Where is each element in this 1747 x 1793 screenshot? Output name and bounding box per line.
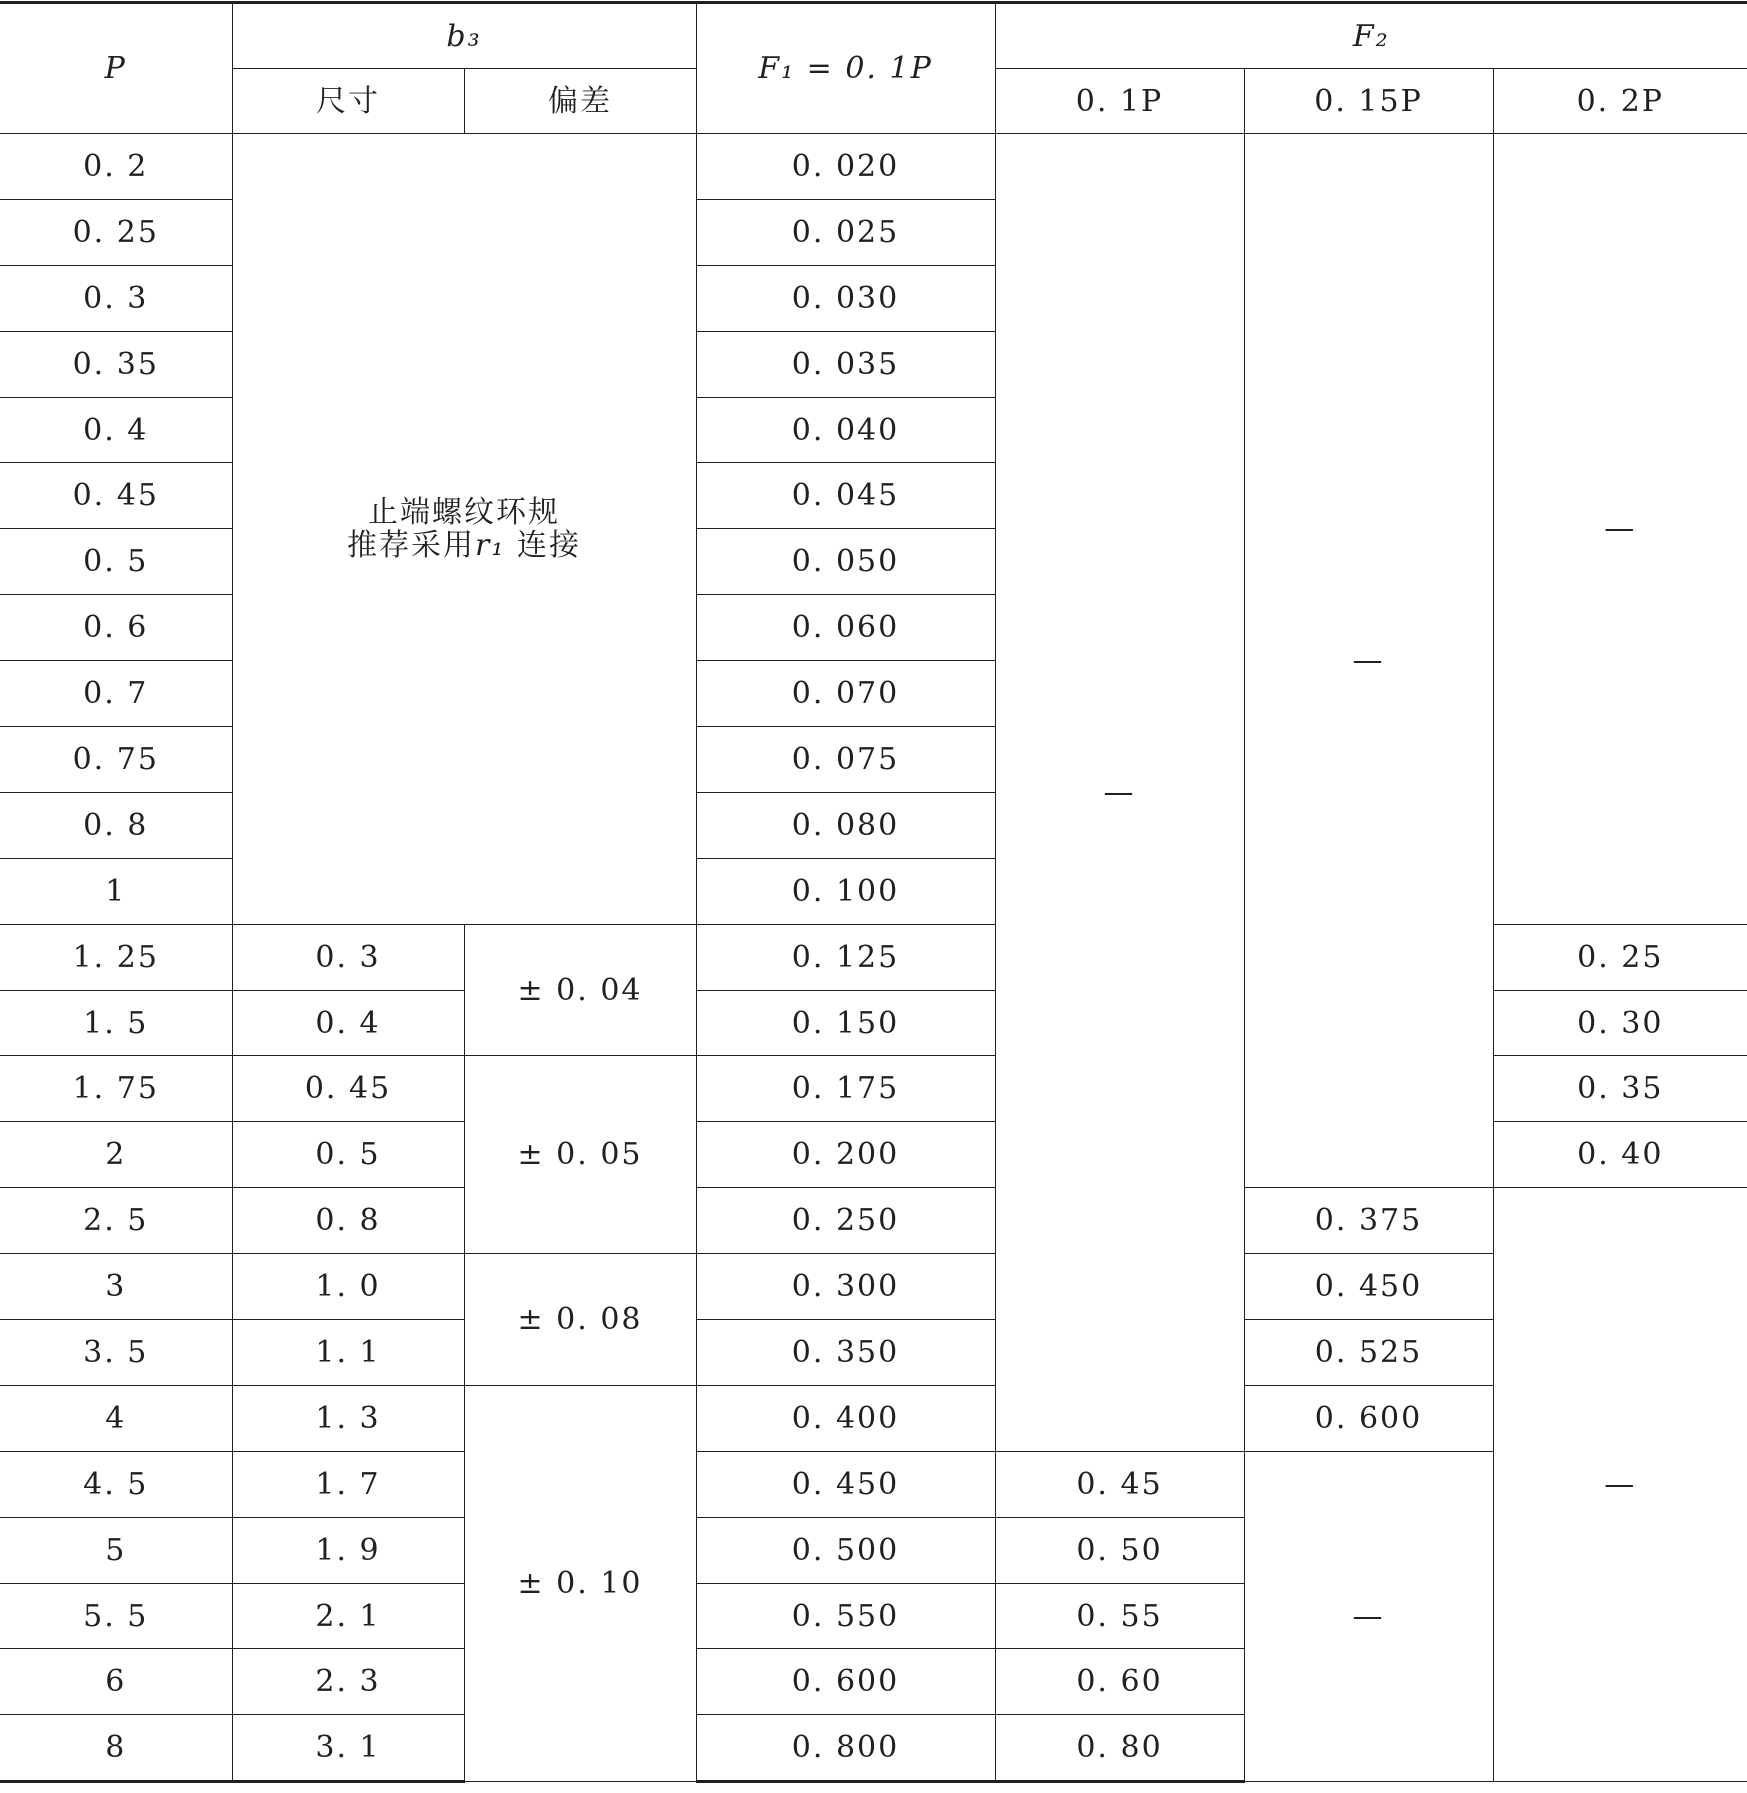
f2-015p-dash: — <box>1244 134 1493 1188</box>
b3-size-cell: 3. 1 <box>232 1715 464 1782</box>
b3-note-cell <box>232 134 696 925</box>
f1-cell: 0. 175 <box>696 1056 995 1122</box>
f2-01p-cell: 0. 80 <box>995 1715 1244 1782</box>
p-cell: 4. 5 <box>0 1451 232 1517</box>
f1-cell: 0. 040 <box>696 397 995 463</box>
f1-cell: 0. 200 <box>696 1122 995 1188</box>
p-cell: 5 <box>0 1517 232 1583</box>
header-b3-deviation: 偏差 <box>464 69 696 134</box>
table-row <box>0 1320 1747 1386</box>
f2-01p-cell: 0. 60 <box>995 1649 1244 1715</box>
b3-deviation-cell: ± 0. 04 <box>464 924 696 1056</box>
b3-size-cell: 1. 7 <box>232 1451 464 1517</box>
b3-size-cell: 2. 3 <box>232 1649 464 1715</box>
f1-cell: 0. 500 <box>696 1517 995 1583</box>
f2-01p-cell: 0. 55 <box>995 1583 1244 1649</box>
p-cell: 0. 7 <box>0 661 232 727</box>
b3-note-line2-prefix: 推荐采用 <box>347 527 476 563</box>
b3-note-line1: 止端螺纹环规 <box>368 494 560 530</box>
p-cell: 3 <box>0 1254 232 1320</box>
f1-cell: 0. 080 <box>696 792 995 858</box>
table-row <box>0 1451 1747 1517</box>
header-b3: b₃ <box>232 3 696 69</box>
p-cell: 1. 25 <box>0 924 232 990</box>
b3-note-r1: r₁ <box>475 527 506 563</box>
f2-02p-dash: — <box>1493 1188 1747 1782</box>
p-cell: 5. 5 <box>0 1583 232 1649</box>
table-row <box>0 1254 1747 1320</box>
f2-015p-cell: 0. 375 <box>1244 1188 1493 1254</box>
f1-cell: 0. 125 <box>696 924 995 990</box>
f1-cell: 0. 035 <box>696 331 995 397</box>
p-cell: 3. 5 <box>0 1320 232 1386</box>
f2-01p-cell: 0. 50 <box>995 1517 1244 1583</box>
f1-cell: 0. 100 <box>696 858 995 924</box>
header-b3-size: 尺寸 <box>232 69 464 134</box>
b3-deviation-cell: ± 0. 08 <box>464 1254 696 1386</box>
header-f2-01p: 0. 1P <box>995 69 1244 134</box>
f2-02p-dash: — <box>1493 134 1747 925</box>
f1-cell: 0. 050 <box>696 529 995 595</box>
b3-size-cell: 1. 1 <box>232 1320 464 1386</box>
f1-cell: 0. 600 <box>696 1649 995 1715</box>
f1-cell: 0. 045 <box>696 463 995 529</box>
table-row <box>0 1188 1747 1254</box>
header-f2-02p: 0. 2P <box>1493 69 1747 134</box>
f2-01p-cell: 0. 45 <box>995 1451 1244 1517</box>
f1-cell: 0. 070 <box>696 661 995 727</box>
p-cell: 6 <box>0 1649 232 1715</box>
f2-015p-cell: 0. 525 <box>1244 1320 1493 1386</box>
p-cell: 0. 3 <box>0 265 232 331</box>
f1-cell: 0. 250 <box>696 1188 995 1254</box>
b3-size-cell: 1. 3 <box>232 1385 464 1451</box>
f1-cell: 0. 150 <box>696 990 995 1056</box>
b3-size-cell: 1. 9 <box>232 1517 464 1583</box>
b3-size-cell: 2. 1 <box>232 1583 464 1649</box>
b3-note-line2-suffix: 连接 <box>505 527 581 563</box>
p-cell: 2 <box>0 1122 232 1188</box>
header-p: P <box>0 3 232 134</box>
p-cell: 4 <box>0 1385 232 1451</box>
f2-015p-dash: — <box>1244 1451 1493 1781</box>
p-cell: 0. 5 <box>0 529 232 595</box>
header-f1 <box>696 3 995 134</box>
p-cell: 1. 75 <box>0 1056 232 1122</box>
f1-cell: 0. 075 <box>696 727 995 793</box>
f1-cell: 0. 800 <box>696 1715 995 1782</box>
f1-cell: 0. 350 <box>696 1320 995 1386</box>
p-cell: 0. 4 <box>0 397 232 463</box>
f1-cell: 0. 450 <box>696 1451 995 1517</box>
p-cell: 0. 6 <box>0 595 232 661</box>
table-row <box>0 1385 1747 1451</box>
f1-cell: 0. 550 <box>696 1583 995 1649</box>
p-cell: 0. 75 <box>0 727 232 793</box>
p-cell: 1. 5 <box>0 990 232 1056</box>
f2-02p-cell: 0. 35 <box>1493 1056 1747 1122</box>
b3-size-cell: 0. 4 <box>232 990 464 1056</box>
b3-deviation-cell: ± 0. 10 <box>464 1385 696 1781</box>
p-cell: 2. 5 <box>0 1188 232 1254</box>
f2-02p-cell: 0. 25 <box>1493 924 1747 990</box>
b3-size-cell: 0. 3 <box>232 924 464 990</box>
b3-size-cell: 0. 45 <box>232 1056 464 1122</box>
f1-cell: 0. 300 <box>696 1254 995 1320</box>
p-cell: 0. 45 <box>0 463 232 529</box>
f1-cell: 0. 025 <box>696 199 995 265</box>
p-cell: 8 <box>0 1715 232 1782</box>
header-f2-015p: 0. 15P <box>1244 69 1493 134</box>
p-cell: 1 <box>0 858 232 924</box>
table-row <box>0 134 1747 200</box>
f1-cell: 0. 030 <box>696 265 995 331</box>
p-cell: 0. 8 <box>0 792 232 858</box>
f2-02p-cell: 0. 30 <box>1493 990 1747 1056</box>
f1-cell: 0. 020 <box>696 134 995 200</box>
p-cell: 0. 35 <box>0 331 232 397</box>
p-cell: 0. 25 <box>0 199 232 265</box>
p-cell: 0. 2 <box>0 134 232 200</box>
header-f1-label: F₁ = 0. 1P <box>758 51 933 86</box>
f1-cell: 0. 400 <box>696 1385 995 1451</box>
f2-02p-cell: 0. 40 <box>1493 1122 1747 1188</box>
b3-size-cell: 0. 5 <box>232 1122 464 1188</box>
f2-015p-cell: 0. 600 <box>1244 1385 1493 1451</box>
b3-size-cell: 1. 0 <box>232 1254 464 1320</box>
f2-015p-cell: 0. 450 <box>1244 1254 1493 1320</box>
thread-gauge-table <box>0 1 1747 1783</box>
header-f2: F₂ <box>995 3 1747 69</box>
f2-01p-dash: — <box>995 134 1244 1452</box>
b3-size-cell: 0. 8 <box>232 1188 464 1254</box>
b3-deviation-cell: ± 0. 05 <box>464 1056 696 1254</box>
f1-cell: 0. 060 <box>696 595 995 661</box>
